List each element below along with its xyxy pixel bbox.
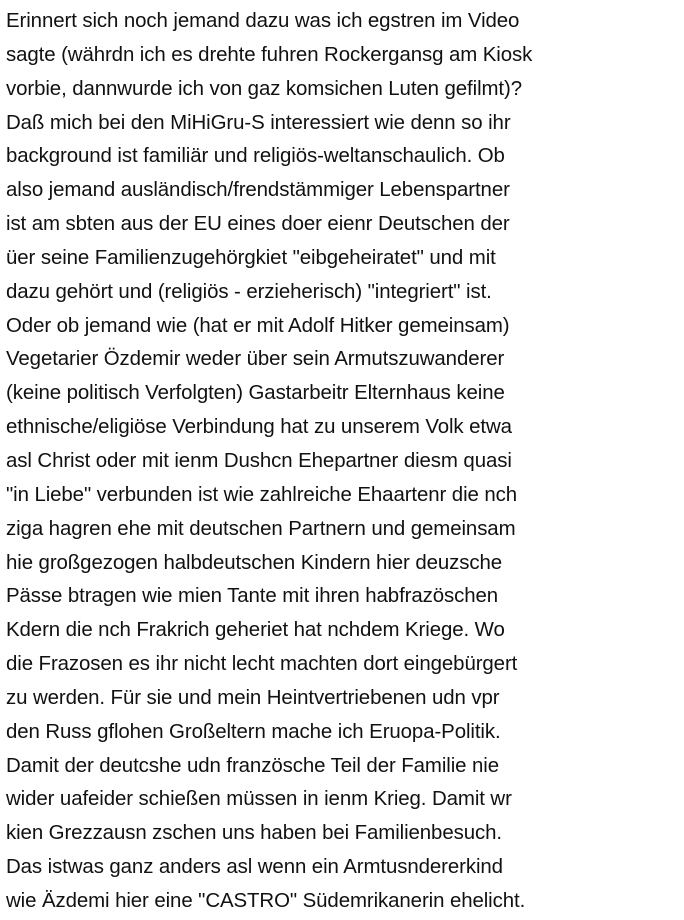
text-line-23: Damit der deutcshe udn französche Teil der Familie nie — [6, 753, 499, 777]
text-line-21: zu werden. Für sie und mein Heintvertriebenen udn vpr — [6, 685, 500, 709]
document-text — [6, 4, 682, 918]
text-line-16: ziga hagren ehe mit deutschen Partnern und gemeinsam — [6, 516, 516, 540]
text-line-19: Kdern die nch Frakrich geheriet hat nchdem Kriege. Wo — [6, 618, 505, 642]
text-line-12: (keine politisch Verfolgten) Gastarbeitr Elternhaus keine — [6, 381, 505, 405]
text-line-13: ethnische/eligiöse Verbindung hat zu unserem Volk etwa — [6, 415, 512, 439]
text-line-18: Pässe btragen wie mien Tante mit ihren habfrazöschen — [6, 584, 499, 608]
text-line-17: hie großgezogen halbdeutschen Kindern hier deuzsche — [6, 550, 503, 574]
text-line-15: "in Liebe" verbunden ist wie zahlreiche Ehaartenr die nch — [6, 482, 518, 506]
text-line-26: Das istwas ganz anders asl wenn ein Armtusndererkind — [6, 855, 503, 879]
text-line-25: kien Grezzausn zschen uns haben bei Familienbesuch. — [6, 821, 502, 845]
text-line-3: vorbie, dannwurde ich von gaz komsichen Luten gefilmt)? — [6, 76, 522, 100]
text-line-22: den Russ gflohen Großeltern mache ich Eruopa-Politik. — [6, 719, 501, 743]
text-line-11: Vegetarier Özdemir weder über sein Armutszuwanderer — [6, 347, 505, 371]
text-line-1: Erinnert sich noch jemand dazu was ich egstren im Video — [6, 9, 520, 32]
text-line-24: wider uafeider schießen müssen in ienm Krieg. Damit wr — [6, 787, 512, 811]
text-line-7: ist am sbten aus der EU eines doer eienr Deutschen der — [6, 212, 510, 236]
text-line-9: dazu gehört und (religiös - erzieherisch) "integriert" ist. — [6, 279, 492, 303]
text-line-6: also jemand ausländisch/frendstämmiger Lebenspartner — [6, 178, 510, 202]
text-line-2: sagte (währdn ich es drehte fuhren Rockergansg am Kiosk — [6, 42, 533, 66]
text-line-14: asl Christ oder mit ienm Dushcn Ehepartner diesm quasi — [6, 448, 512, 472]
text-line-20: die Frazosen es ihr nicht lecht machten dort eingebürgert — [6, 652, 518, 676]
text-line-27: wie Äzdemi hier eine "CASTRO" Südemrikanerin ehelicht. — [6, 888, 526, 912]
text-line-4: Daß mich bei den MiHiGru-S interessiert wie denn so ihr — [6, 110, 511, 134]
text-line-8: üer seine Familienzugehörgkiet "eibgeheiratet" und mit — [6, 245, 496, 269]
text-line-10: Oder ob jemand wie (hat er mit Adolf Hitker gemeinsam) — [6, 313, 510, 337]
text-line-5: background ist familiär und religiös-weltanschaulich. Ob — [6, 144, 505, 168]
